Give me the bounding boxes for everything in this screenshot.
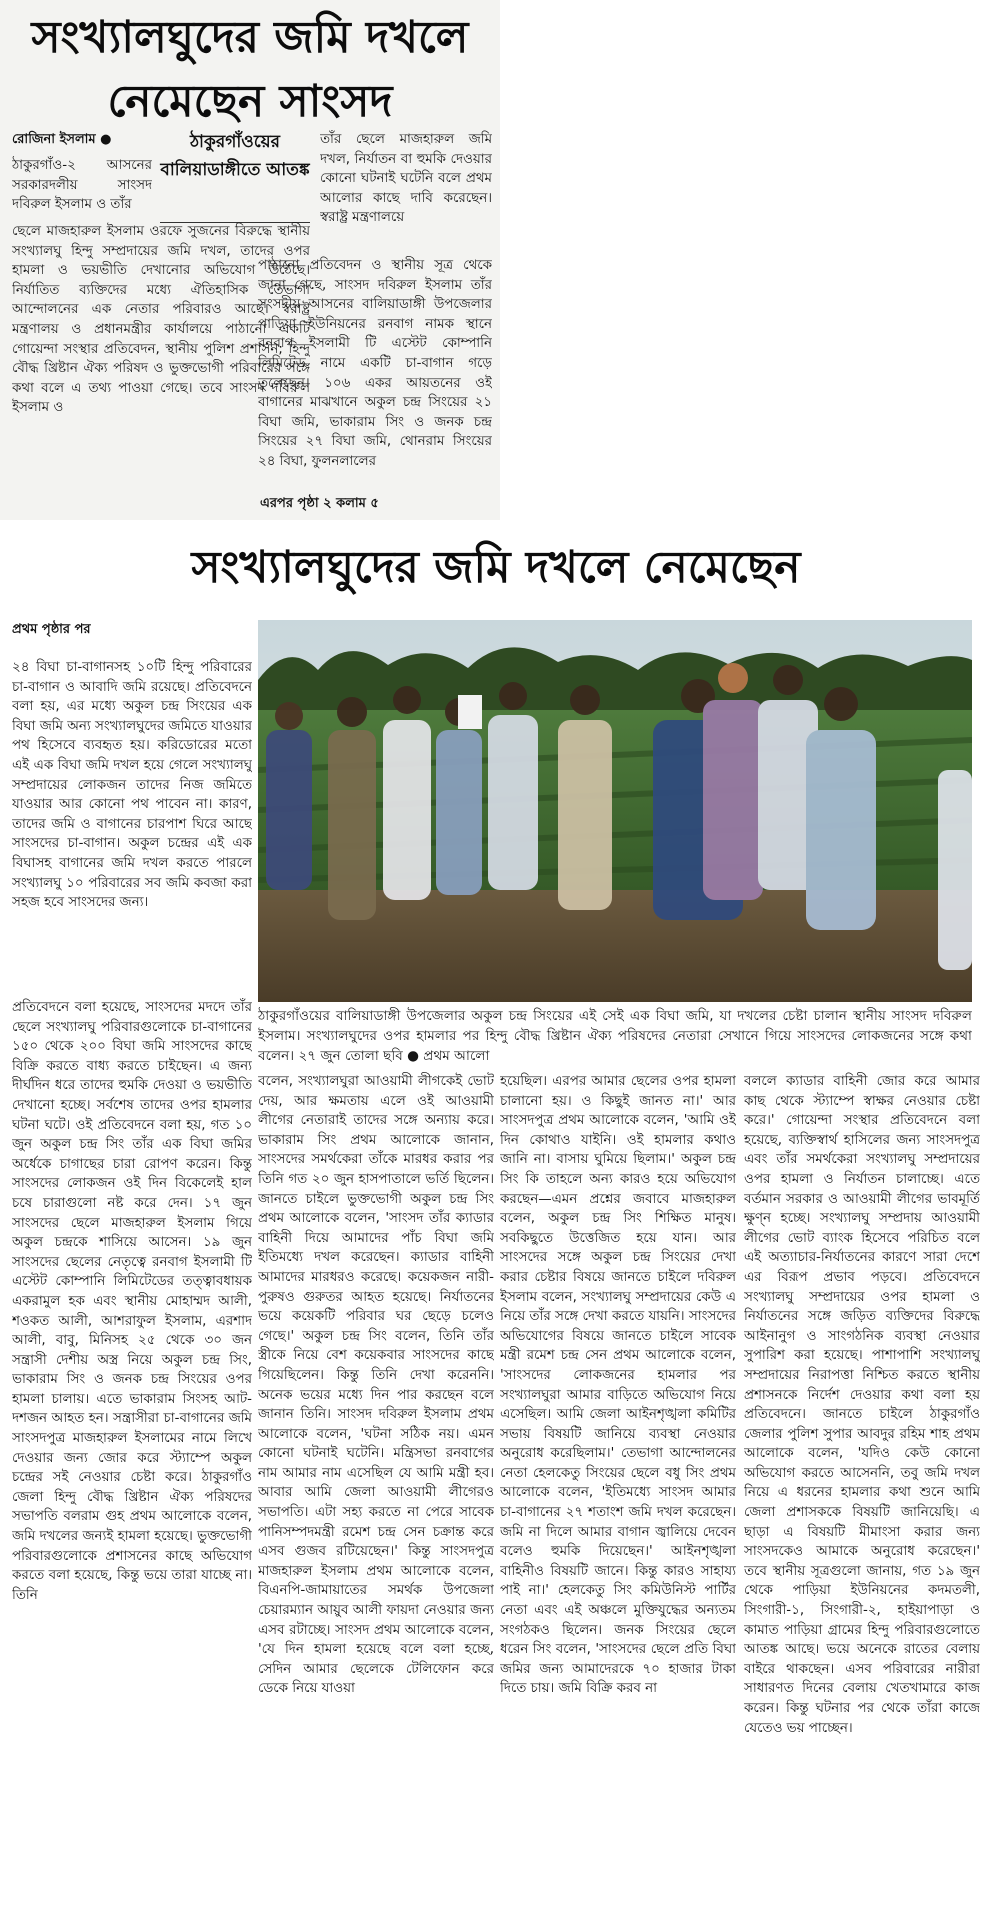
cont-col4: বললে ক্যাডার বাহিনী জোর করে আমার কাছ থেকে স্ট্যাম্পে স্বাক্ষর নেওয়ার চেষ্টা করে।' গোয়েন্দা সংস্থার প্রতিবেদনে বলা হয়েছে, ব্যক্তিস্বার্থ হাসিলের জন্য সাংসদপুত্র এবং তাঁর সমর্থকেরা সংখ্যালঘু সম্প্রদায়ের ওপর হামলা ও নির্যাতন চালাচ্ছে। এতে বর্তমান সরকার ও আওয়ামী লীগের ভাবমূর্তি ক্ষুণ্ন হচ্ছে। সংখ্যালঘু সম্প্রদায় আওয়ামী লীগের ভোট ব্যাংক হিসেবে পরিচিত বলে এই অত্যাচার-নির্যাতনের কারণে সারা দেশে এর বিরূপ প্রভাব পড়বে। প্রতিবেদনে সংখ্যালঘু সম্প্রদায়ের ওপর হামলা ও নির্যাতনের সঙ্গে জড়িত ব্যক্তিদের বিরুদ্ধে আইনানুগ ও সাংগঠনিক ব্যবস্থা নেওয়ার সুপারিশ করা হয়েছে। পাশাপাশি সংখ্যালঘু সম্প্রদায়ের নিরাপত্তা নিশ্চিত করতে স্থানীয় প্রশাসনকে নির্দেশ দেওয়ার কথা বলা হয় প্রতিবেদনে। জানতে চাইলে ঠাকুরগাঁও জেলার পুলিশ সুপার আবদুর রহিম শাহ প্রথম আলোকে বলেন, 'যদিও কেউ কোনো অভিযোগ করতে আসেননি, তবু জমি দখল নিয়ে এ ধরনের হামলার কথা শুনে আমি জেলা প্রশাসককে বিষয়টি জানিয়েছি। এ ছাড়া এ বিষয়টি মীমাংসা করার জন্য সাংসদকেও আমাকে অনুরোধ করেছেন।' তবে স্থানীয় সূত্রগুলো জানায়, গত ১৯ জুন থেকে পাড়িয়া ইউনিয়নের কদমতলী, সিংগারী-১, সিংগারী-২, হাইয়াপাড়া ও কামাত পাড়িয়া গ্রামের হিন্দু পরিবারগুলোতে আতঙ্ক আছে। ভয়ে অনেকে রাতের বেলায় বাইরে থাকছেন। এসব পরিবারের নারীরা সাধারণত দিনের বেলায় খেতখামারে কাজ করেন। কিন্তু ঘটনার পর থেকে তাঁরা কাজে যেতেও ভয় পাচ্ছেন। bbox=[744, 1074, 980, 1736]
cont-col-left-top: ২৪ বিঘা চা-বাগানসহ ১০টি হিন্দু পরিবারের চা-বাগান ও আবাদি জমি রয়েছে। প্রতিবেদনে বলা হয়, এর মধ্যে অকুল চন্দ্র সিংয়ের এক বিঘা জমি অন্য সংখ্যালঘুদের জমিতে যাওয়ার পথ হিসেবে ব্যবহৃত হয়। করিডোরের মতো এই এক বিঘা জমি দখল হয়ে গেলে সংখ্যালঘু সম্প্রদায়ের লোকজন তাদের নিজ জমিতে যাওয়ার আর কোনো পথ পাবেন না। কারণ, তাদের জমি ও বাগানের চারপাশ ঘিরে আছে সাংসদের চা-বাগান। অকুল চন্দ্রের এই এক বিঘাসহ বাগানের জমি দখল করতে পারলে সংখ্যালঘু ১০ পরিবারের সব জমি কবজা করা সহজ হবে সাংসদের জন্য। bbox=[12, 660, 252, 911]
jump-line: এরপর পৃষ্ঠা ২ কলাম ৫ bbox=[260, 496, 379, 511]
byline: রোজিনা ইসলাম ● bbox=[12, 132, 112, 147]
subhead: ঠাকুরগাঁওয়ের বালিয়াডাঙ্গীতে আতঙ্ক bbox=[160, 132, 310, 180]
from-page-label: প্রথম পৃষ্ঠার পর bbox=[12, 622, 91, 637]
cont-col2: বলেন, সংখ্যালঘুরা আওয়ামী লীগকেই ভোট দেয়, আর ক্ষমতায় এলে ওই আওয়ামী লীগের নেতারাই তাদের সঙ্গে অন্যায় করে। ভাকারাম সিং প্রথম আলোকে জানান, সাংসদের সমর্থকেরা তাঁকে মারধর করার পর তিনি গত ২০ জুন হাসপাতালে ভর্তি ছিলেন। জানতে চাইলে ভুক্তভোগী অকুল চন্দ্র সিং প্রথম আলোকে বলেন, 'সাংসদ তাঁর ক্যাডার বাহিনী দিয়ে আমাদের পাঁচ বিঘা জমি ইতিমধ্যে দখল করেছেন। ক্যাডার বাহিনী আমাদের মারধরও করেছে। কয়েকজন নারী-পুরুষও গুরুতর আহত হয়েছে। নির্যাতনের ভয়ে কয়েকটি পরিবার ঘর ছেড়ে চলেও গেছে।' অকুল চন্দ্র সিং বলেন, তিনি তাঁর স্ত্রীকে নিয়ে বেশ কয়েকবার সাংসদের কাছে গিয়েছিলেন। কিন্তু তিনি দেখা করেননি। অনেক ভয়ের মধ্যে দিন পার করছেন বলে জানান তিনি। সাংসদ দবিরুল ইসলাম প্রথম আলোকে বলেন, 'ঘটনা সঠিক নয়। এমন কোনো ঘটনাই ঘটেনি। মন্ত্রিসভা রনবাগের নাম আমার নাম এসেছিল যে আমি মন্ত্রী হব। আবার আমি জেলা আওয়ামী লীগেরও সভাপতি। এটা সহ্য করতে না পেরে সাবেক পানিসম্পদমন্ত্রী রমেশ চন্দ্র সেন চক্রান্ত করে এসব গুজব রটিয়েছেন।' কিন্তু সাংসদপুত্র মাজহারুল ইসলাম প্রথম আলোকে বলেন, বিএনপি-জামায়াতের সমর্থক উপজেলা চেয়ারম্যান আয়ুব আলী ফায়দা নেওয়ার জন্য এসব রটাচ্ছে। সাংসদ প্রথম আলোকে বলেন, 'যে দিন হামলা হয়েছে বলে বলা হচ্ছে, সেদিন আমার ছেলেকে টেলিফোন করে ডেকে নিয়ে যাওয়া bbox=[258, 1074, 494, 1697]
front-col1-lead: ঠাকুরগাঁও-২ আসনের সরকারদলীয় সাংসদ দবিরুল ইসলাম ও তাঁর bbox=[12, 158, 152, 213]
front-headline-line1: সংখ্যালঘুদের জমি দখলে bbox=[31, 12, 469, 63]
photo-caption: ঠাকুরগাঁওয়ের বালিয়াডাঙ্গী উপজেলার অকুল চন্দ্র সিংয়ের এই সেই এক বিঘা জমি, যা দখলের চেষ্টা চালান স্থানীয় সাংসদ দবিরুল ইসলাম। সংখ্যালঘুদের ওপর হামলার পর হিন্দু বৌদ্ধ খ্রিষ্টান ঐক্য পরিষদের নেতারা সেখানে গিয়ে সাংসদের লোকজনের সঙ্গে কথা বলেন। ২৭ জুন তোলা ছবি ● প্রথম আলো bbox=[258, 1008, 972, 1064]
front-page-clipping bbox=[0, 0, 500, 520]
field-photo bbox=[258, 620, 972, 1002]
cont-col-left-bottom: প্রতিবেদনে বলা হয়েছে, সাংসদের মদদে তাঁর ছেলে সংখ্যালঘু পরিবারগুলোকে চা-বাগানের ১৫০ থেকে ২০০ বিঘা জমি সাংসদের কাছে বিক্রি করতে বাধ্য করতে চাইছেন। এ জন্য দীর্ঘদিন ধরে তাদের হুমকি দেওয়া ও ভয়ভীতি দেখানো হচ্ছে। সর্বশেষ তাদের ওপর হামলার ঘটনা ঘটে। ওই প্রতিবেদনে বলা হয়, গত ১০ জুন অকুল চন্দ্র সিং তাঁর এক বিঘা জমির অর্ধেকে চাগাছের চারা রোপণ করেন। কিন্তু সাংসদের লোকজন ওই দিন বিকেলেই হাল চষে চারাগুলো নষ্ট করে দেন। ১৭ জুন সাংসদের ছেলে মাজহারুল ইসলাম গিয়ে অকুল চন্দ্রকে শাসিয়ে আসেন। ১৯ জুন সাংসদের ছেলের নেতৃত্বে রনবাগ ইসলামী টি এস্টেট কোম্পানি লিমিটেডের তত্ত্বাবধায়ক একরামুল হক এবং স্থানীয় মোহাম্মদ আলী, শওকত আলী, আশরাফুল ইসলাম, এরশাদ আলী, বাবু, মিনিসহ ২৫ থেকে ৩০ জন সন্ত্রাসী দেশীয় অস্ত্র নিয়ে অকুল চন্দ্র সিং, ভাকারাম সিং ও জনক চন্দ্র সিংয়ের ওপর হামলা চালায়। এতে ভাকারাম সিংসহ আট-দশজন আহত হন। সন্ত্রাসীরা চা-বাগানের জমি সাংসদপুত্র মাজহারুল ইসলামের নামে লিখে দেওয়ার জন্য জোর করে স্ট্যাম্পে অকুল চন্দ্রের সই নেওয়ার চেষ্টা করে। ঠাকুরগাঁও জেলা হিন্দু বৌদ্ধ খ্রিষ্টান ঐক্য পরিষদের সভাপতি বলরাম গুহ প্রথম আলোকে বলেন, জমি দখলের জন্যই হামলা হয়েছে। ভুক্তভোগী পরিবারগুলোকে প্রশাসনের কাছে অভিযোগ করতে বলা হয়েছে, কিন্তু ভয়ে তারা যাচ্ছে না। তিনি bbox=[12, 1000, 252, 1603]
front-col1-body: ছেলে মাজহারুল ইসলাম ওরফে সুজনের বিরুদ্ধে স্থানীয় সংখ্যালঘু হিন্দু সম্প্রদায়ের জমি দখল, তাদের ওপর হামলা ও ভয়ভীতি দেখানোর অভিযোগ উঠেছে। নির্যাতিত ব্যক্তিদের মধ্যে ঐতিহাসিক তেভাগা আন্দোলনের এক নেতার পরিবারও আছে। স্বরাষ্ট্র মন্ত্রণালয় ও প্রধানমন্ত্রীর কার্যালয়ে পাঠানো একটি গোয়েন্দা সংস্থার প্রতিবেদন, স্থানীয় পুলিশ প্রশাসন; হিন্দু বৌদ্ধ খ্রিষ্টান ঐক্য পরিষদ ও ভুক্তভোগী পরিবারের সঙ্গে কথা বলে এ তথ্য পাওয়া গেছে। তবে সাংসদ দবিরুল ইসলাম ও bbox=[12, 224, 310, 416]
field-photo-image bbox=[258, 620, 972, 1002]
cont-col3: হয়েছিল। এরপর আমার ছেলের ওপর হামলা চালানো হয়। ও কিছুই জানত না।' আর সাংসদপুত্র প্রথম আলোকে বলেন, 'আমি ওই দিন কোথাও যাইনি। ওই হামলার কথাও জানি না। বাসায় ঘুমিয়ে ছিলাম।' অকুল চন্দ্র সিং কি তাহলে অন্য কারও হয়ে অভিযোগ করছেন—এমন প্রশ্নের জবাবে মাজহারুল বলেন, অকুল চন্দ্র সিং শিক্ষিত মানুষ। সবকিছুতে উত্তেজিত হয়ে যান। আর সাংসদের সঙ্গে অকুল চন্দ্র সিংয়ের দেখা করার চেষ্টার বিষয়ে জানতে চাইলে দবিরুল ইসলাম বলেন, সংখ্যালঘু সম্প্রদায়ের কেউ এ নিয়ে তাঁর সঙ্গে দেখা করতে যায়নি। সাংসদের অভিযোগের বিষয়ে জানতে চাইলে সাবেক মন্ত্রী রমেশ চন্দ্র সেন প্রথম আলোকে বলেন, 'সাংসদের লোকজনের হামলার পর সংখ্যালঘুরা আমার বাড়িতে অভিযোগ নিয়ে এসেছিল। আমি জেলা আইনশৃঙ্খলা কমিটির সভায় বিষয়টি জানিয়ে ব্যবস্থা নেওয়ার অনুরোধ করেছিলাম।' তেভাগা আন্দোলনের নেতা হেলকেতু সিংয়ের ছেলে বধু সিং প্রথম আলোকে বলেন, 'ইতিমধ্যে সাংসদ আমার চা-বাগানের ২৭ শতাংশ জমি দখল করেছেন। জমি না দিলে আমার বাগান জ্বালিয়ে দেবেন বলেও হুমকি দিয়েছেন।' আইনশৃঙ্খলা বাহিনীও বিষয়টি জানে। কিন্তু কারও সাহায্য পাই না।' হেলকেতু সিং কমিউনিস্ট পার্টির নেতা এবং এই অঞ্চলে মুক্তিযুদ্ধের অন্যতম সংগঠকও ছিলেন। জনক সিংয়ের ছেলে ধরেন সিং বলেন, 'সাংসদের ছেলে প্রতি বিঘা জমির জন্য আমাদেরকে ৭০ হাজার টাকা দিতে চায়। জমি বিক্রি করব না bbox=[500, 1074, 736, 1697]
front-col2-body: পাঠানো প্রতিবেদন ও স্থানীয় সূত্র থেকে জানা গেছে, সাংসদ দবিরুল ইসলাম তাঁর সংসদীয় আসনের বালিয়াডাঙ্গী উপজেলার পাড়িয়া ইউনিয়নের রনবাগ নামক স্থানে রনবাগ ইসলামী টি এস্টেট কোম্পানি লিমিটেড নামে একটি চা-বাগান গড়ে তুলেছেন। ১০৬ একর আয়তনের ওই বাগানের মাঝখানে অকুল চন্দ্র সিংয়ের ২১ বিঘা জমি, ভাকারাম সিং ও জনক চন্দ্র সিংয়ের ২৭ বিঘা জমি, থোনরাম সিংয়ের ২৪ বিঘা, ফুলনলালের bbox=[258, 258, 492, 469]
front-headline-line2: নেমেছেন সাংসদ bbox=[107, 76, 393, 127]
front-col3-body: তাঁর ছেলে মাজহারুল জমি দখল, নির্যাতন বা হুমকি দেওয়ার কোনো ঘটনাই ঘটেনি বলে প্রথম আলোর কাছে দাবি করেছেন। স্বরাষ্ট্র মন্ত্রণালয়ে bbox=[320, 132, 492, 226]
continuation-headline: সংখ্যালঘুদের জমি দখলে নেমেছেন bbox=[191, 542, 801, 593]
